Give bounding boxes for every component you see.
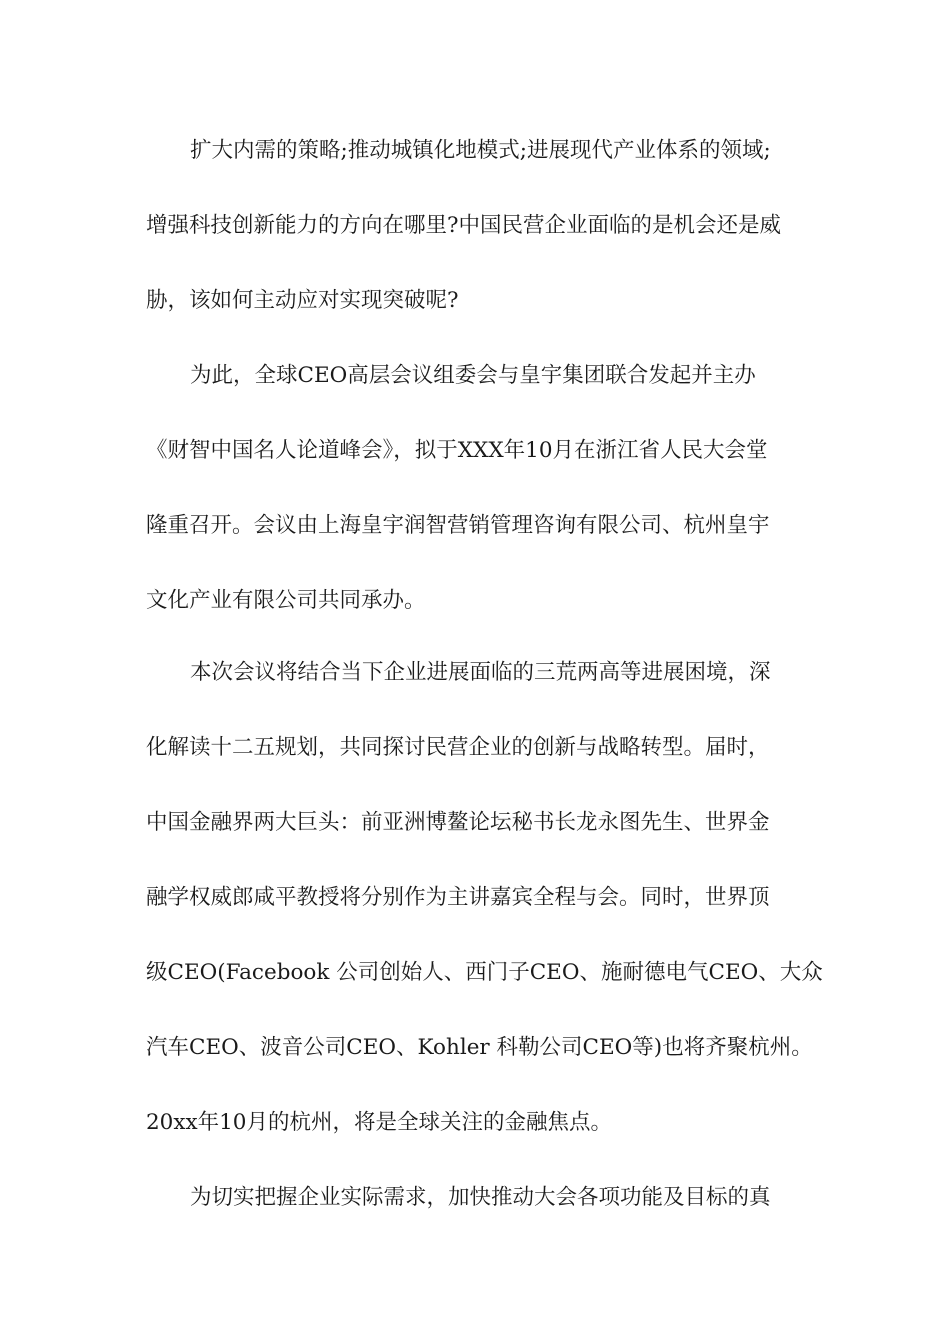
text-line: 20xx年10月的杭州，将是全球关注的金融焦点。	[146, 1110, 612, 1135]
text-line: 《财智中国名人论道峰会》，拟于XXX年10月在浙江省人民大会堂	[146, 438, 768, 463]
text-line: 化解读十二五规划，共同探讨民营企业的创新与战略转型。届时，	[146, 735, 770, 760]
text-line: 扩大内需的策略;推动城镇化地模式;进展现代产业体系的领域;	[190, 138, 771, 163]
text-line: 融学权威郎咸平教授将分别作为主讲嘉宾全程与会。同时，世界顶	[146, 885, 770, 910]
text-line: 隆重召开。会议由上海皇宇润智营销管理咨询有限公司、杭州皇宇	[146, 513, 770, 538]
text-line: 文化产业有限公司共同承办。	[146, 588, 426, 613]
text-line: 为此，全球CEO高层会议组委会与皇宇集团联合发起并主办	[190, 363, 756, 388]
text-line: 汽车CEO、波音公司CEO、Kohler 科勒公司CEO等)也将齐聚杭州。	[146, 1035, 813, 1060]
text-line: 为切实把握企业实际需求，加快推动大会各项功能及目标的真	[190, 1185, 771, 1210]
text-line: 胁，该如何主动应对实现突破呢?	[146, 288, 459, 313]
text-line: 中国金融界两大巨头：前亚洲博鳌论坛秘书长龙永图先生、世界金	[146, 810, 770, 835]
text-line: 增强科技创新能力的方向在哪里?中国民营企业面临的是机会还是威	[146, 213, 782, 238]
text-line: 本次会议将结合当下企业进展面临的三荒两高等进展困境，深	[190, 660, 771, 685]
text-line: 级CEO(Facebook 公司创始人、西门子CEO、施耐德电气CEO、大众	[146, 960, 823, 985]
